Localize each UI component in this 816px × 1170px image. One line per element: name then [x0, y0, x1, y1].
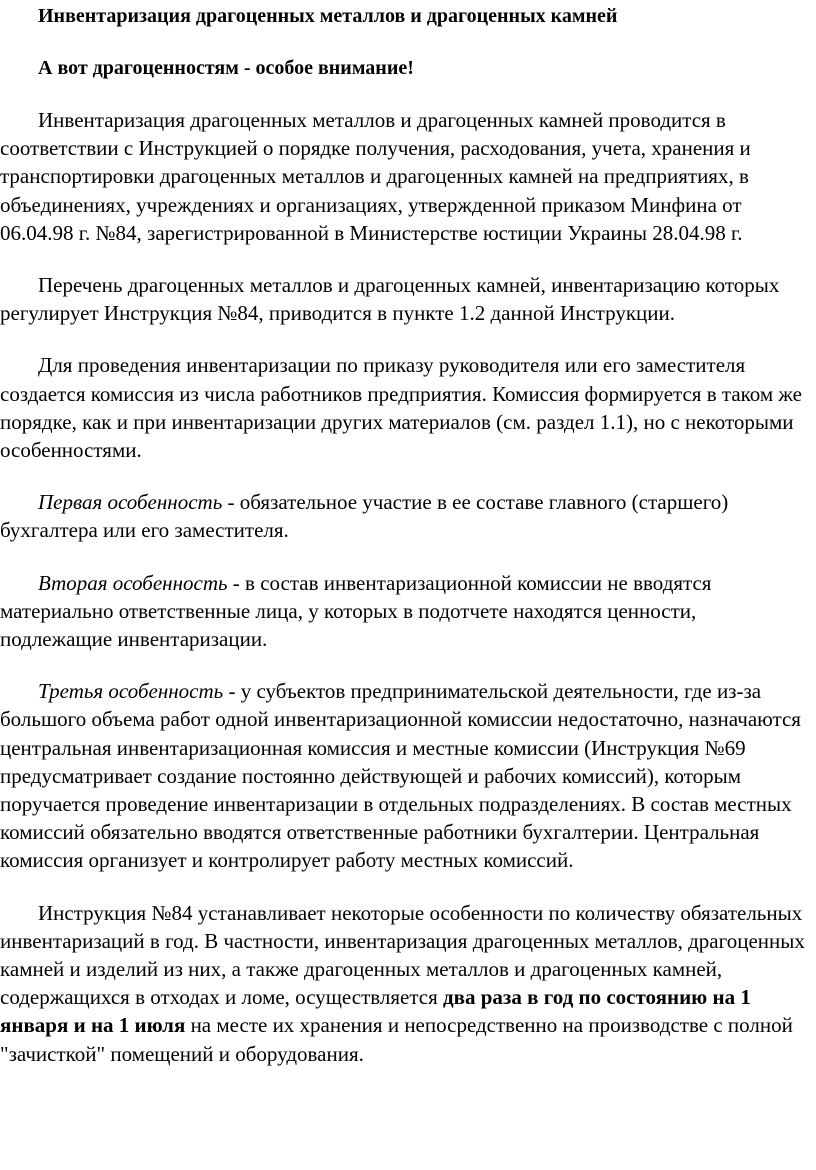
paragraph-first-feature [0, 488, 811, 544]
second-feature-label: Вторая особенность [38, 570, 228, 595]
frequency-text-start: Инструкция №84 устанавливает некоторые особенности по количеству обязательных инвентаризаций в год. В частности, инвентаризация драгоценных металлов, драгоценных камней и изделий из них, а также драгоценных металлов и драгоценных камней, содержащихся в отходах и ломе, осуществляется [0, 900, 805, 1010]
frequency-text-end: на месте их хранения и непосредственно на производстве с полной "зачисткой" помещений и оборудования. [0, 1013, 793, 1066]
document-subtitle: А вот драгоценностям - особое внимание! [38, 57, 414, 79]
paragraph-commission: Для проведения инвентаризации по приказу руководителя или его заместителя создается комиссия из числа работников предприятия. Комиссия формируется в таком же порядке, как и при инвентаризации других материалов (см. раздел 1.1), но с некоторыми особенностями. [0, 353, 802, 463]
third-feature-label: Третья особенность [38, 679, 224, 704]
second-feature-text: - в состав инвентаризационной комиссии не вводятся материально ответственные лица, у которых в подотчете находятся ценности, подлежащие инвентаризации. [0, 570, 712, 652]
paragraph-inventory-frequency [0, 899, 811, 1068]
paragraph-third-feature [0, 677, 811, 874]
frequency-emphasis: два раза в год по состоянию на 1 января и на 1 июля [0, 985, 751, 1038]
first-feature-label: Первая особенность [38, 490, 223, 515]
first-feature-text: - обязательное участие в ее составе главного (старшего) бухгалтера или его заместителя. [0, 490, 729, 543]
document-title: Инвентаризация драгоценных металлов и драгоценных камней [38, 5, 618, 27]
paragraph-list-of-metals: Перечень драгоценных металлов и драгоценных камней, инвентаризацию которых регулирует Инструкция №84, приводится в пункте 1.2 данной Инструкции. [0, 273, 780, 326]
paragraph-second-feature [0, 569, 811, 654]
third-feature-text: - у субъектов предпринимательской деятельности, где из-за большого объема работ одной инвентаризационной комиссии недостаточно, назначаются центральная инвентаризационная комиссия и местные комиссии (Инструкция №69 предусматривает создание постоянно действующей и рабочих комиссий), которым поручается проведение инвентаризации в отдельных подразделениях. В состав местных комиссий обязательно вводятся ответственные работники бухгалтерии. Центральная комиссия организует и контролирует работу местных комиссий. [0, 679, 801, 873]
paragraph-instruction-reference: Инвентаризация драгоценных металлов и драгоценных камней проводится в соответствии с Инструкцией о порядке получения, расходования, учета, хранения и транспортировки драгоценных металлов и драгоценных камней на предприятиях, в объединениях, учреждениях и организациях, утвержденной приказом Минфина от 06.04.98 г. №84, зарегистрированной в Министерстве юстиции Украины 28.04.98 г. [0, 108, 751, 245]
